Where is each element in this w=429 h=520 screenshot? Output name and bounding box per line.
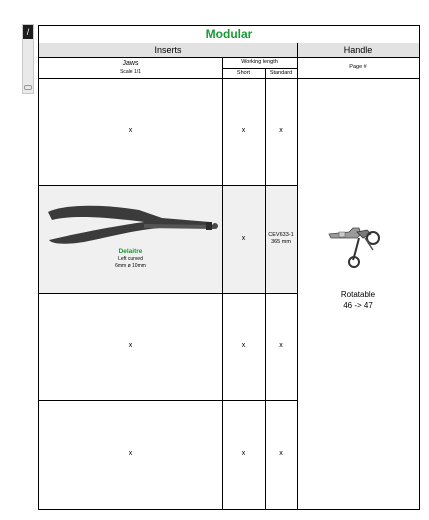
inserts-header: Inserts [154,45,182,55]
jaws-cell: x [128,342,133,349]
jaws-cell: x [128,127,133,134]
page-header: Page # [349,64,367,70]
short-header: Short [236,70,251,76]
standard-length: 365 mm [271,239,291,245]
divider [222,68,297,69]
standard-header: Standard [269,70,293,76]
catalog-code: CEV633-1 [268,232,294,238]
standard-cell: x [279,127,283,134]
handle-pages: 46 -> 47 [343,301,373,310]
jaws-header: Jaws [122,60,139,67]
toolbar-handle[interactable] [24,85,32,90]
divider [297,43,298,510]
standard-cell: x [279,342,283,349]
slider-thumb-icon[interactable]: / [23,25,33,39]
instrument-size: 6mm ø 10mm [115,263,146,269]
catalog-table [38,25,420,510]
divider [39,400,297,401]
section-header-row [39,43,419,58]
short-cell: x [241,235,246,242]
scale-header: Scale 1/1 [120,69,141,75]
short-cell: x [241,127,246,134]
short-cell: x [241,450,246,457]
instrument-name: Delaitre [118,248,143,255]
working-length-header: Working length [241,59,278,65]
divider [39,293,297,294]
jaws-cell: x [128,450,133,457]
handle-label: Rotatable [340,290,376,299]
rotatable-handle-image [327,220,389,270]
side-toolbar[interactable] [22,24,34,94]
standard-cell: x [279,450,283,457]
instrument-desc: Left curved [118,256,143,262]
short-cell: x [241,342,246,349]
table-title: Modular [39,26,419,44]
jaws-image [44,198,220,248]
divider [39,78,419,79]
handle-header: Handle [343,45,373,55]
